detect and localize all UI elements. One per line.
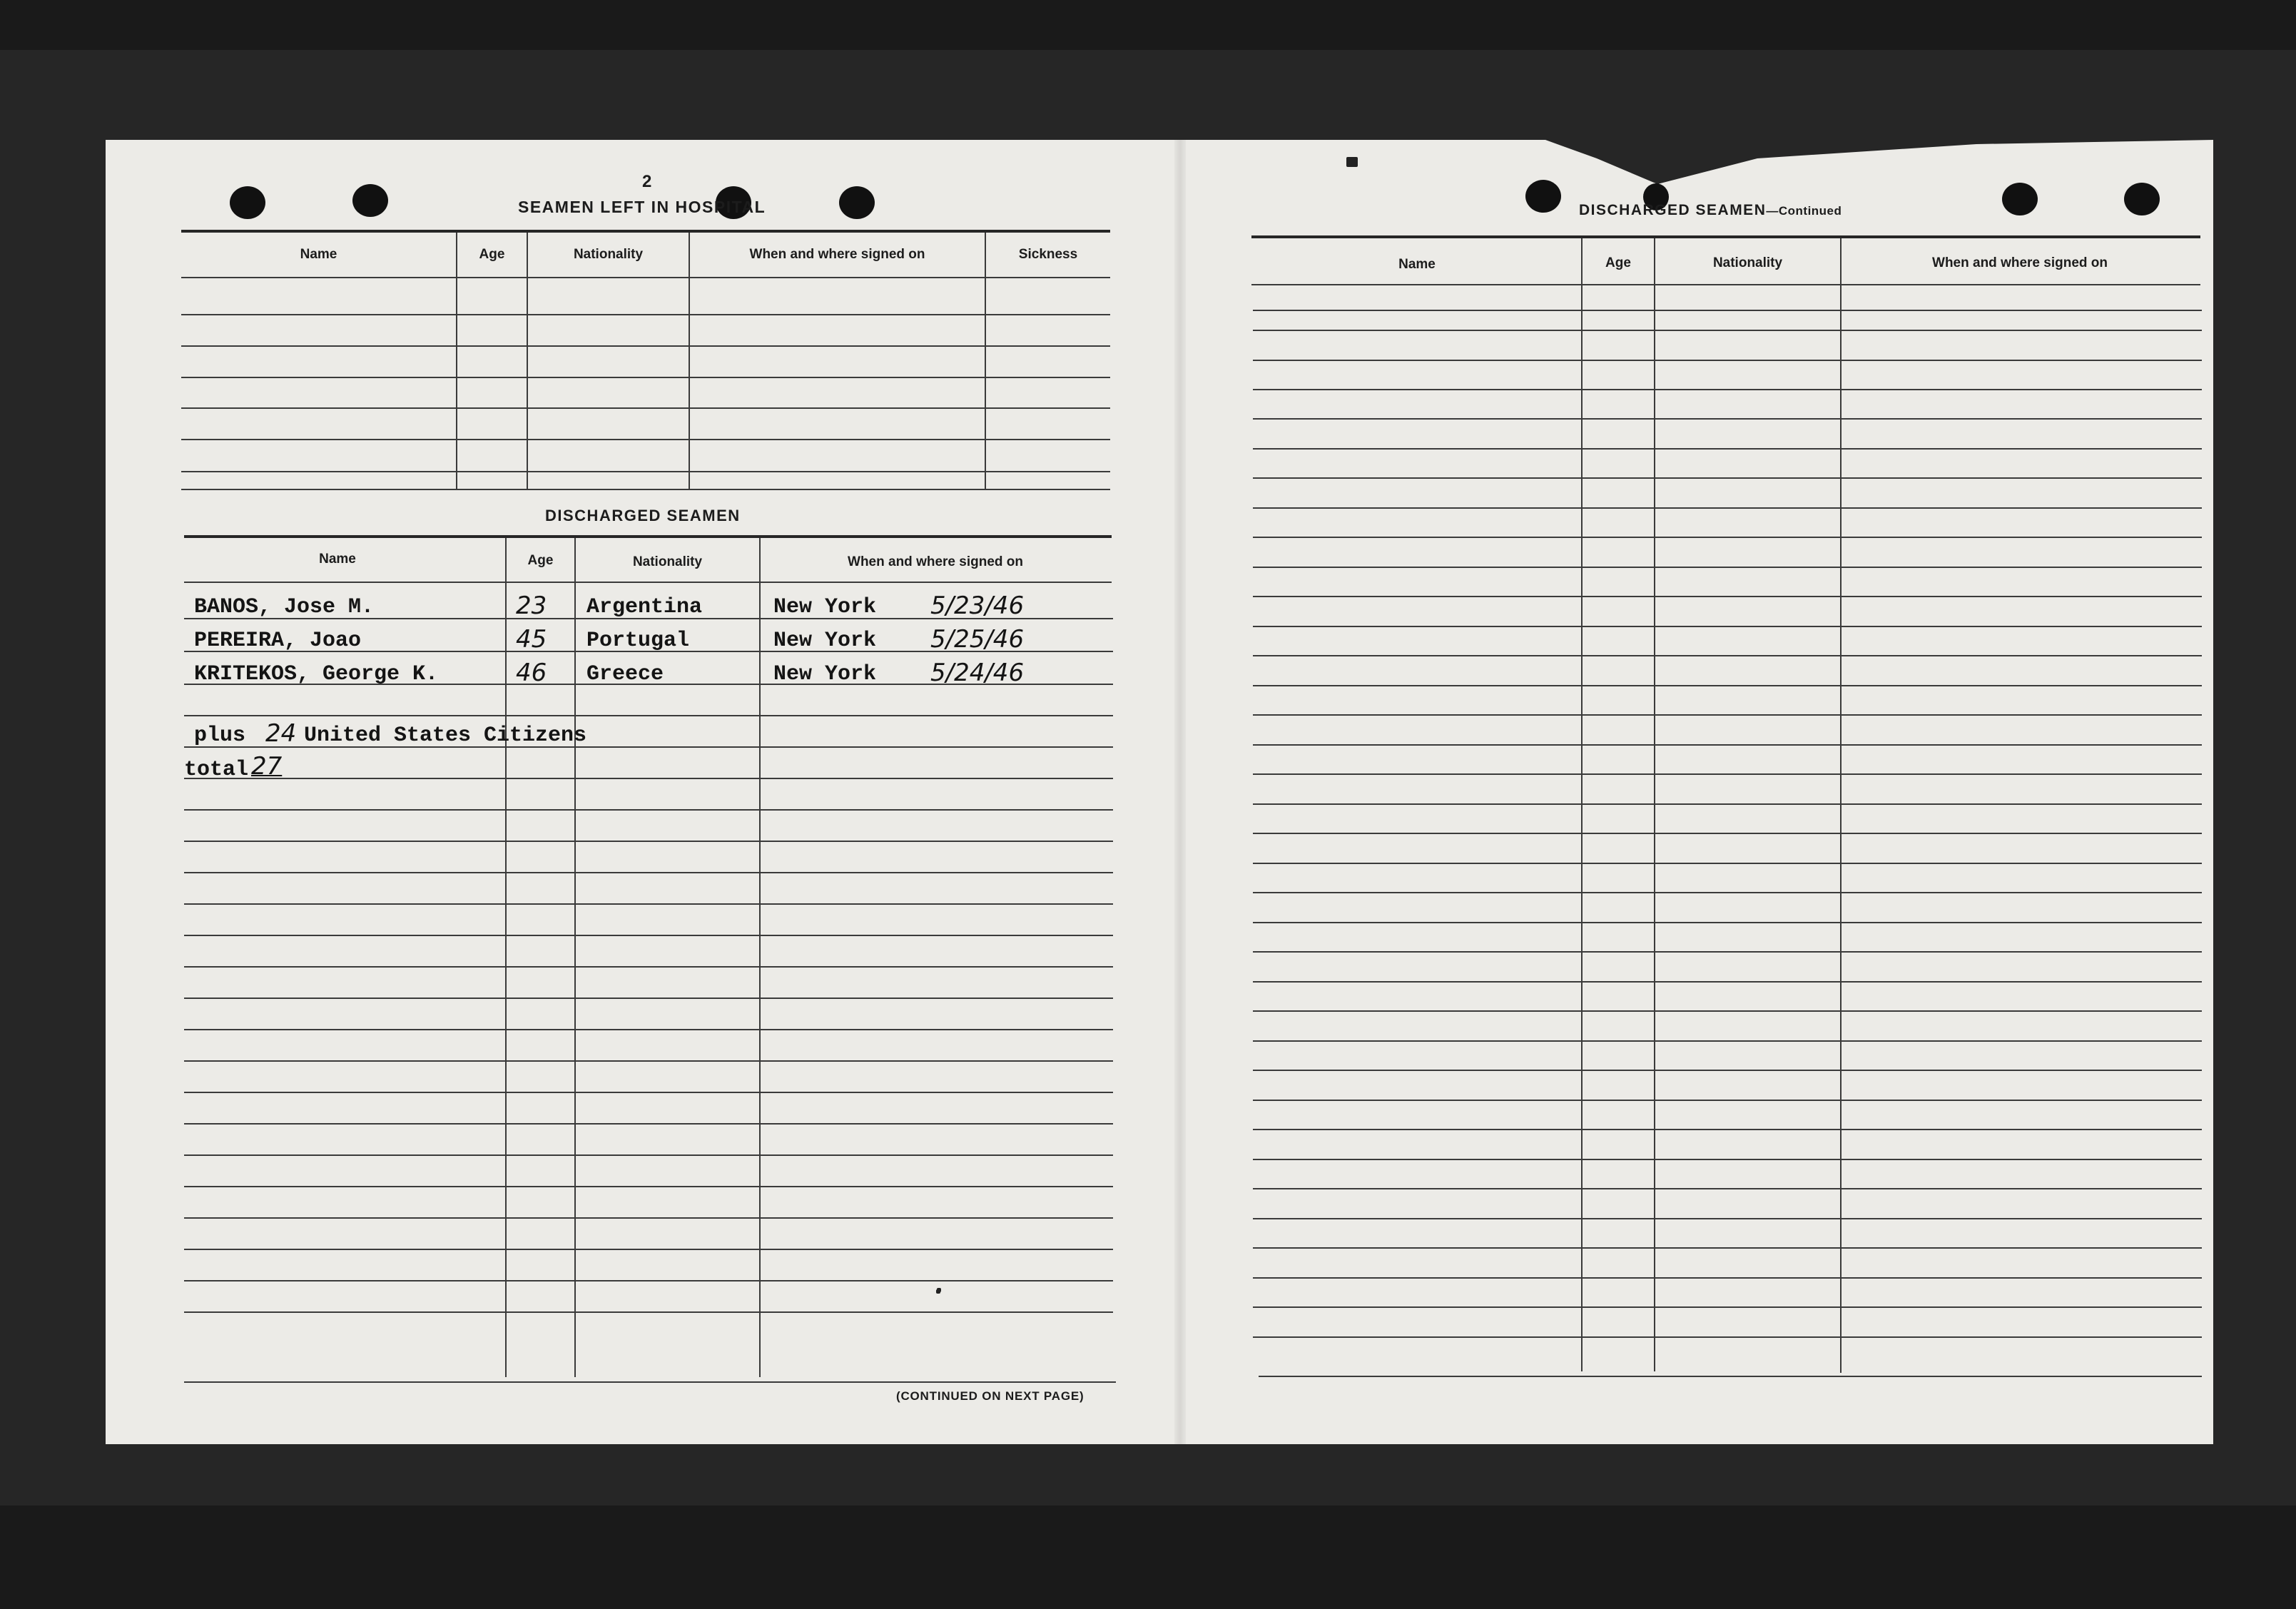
seaman-name: KRITEKOS, George K.	[194, 662, 439, 686]
discharged-col-divider	[574, 538, 576, 1377]
discharged-row-rule	[184, 778, 1113, 779]
right-row-rule	[1253, 1129, 2202, 1130]
right-row-rule	[1253, 360, 2202, 361]
hospital-table-bottom-rule	[181, 489, 1110, 490]
discharged-row-rule	[184, 1029, 1113, 1030]
discharged-row-rule	[184, 1154, 1113, 1156]
hospital-row-rule	[181, 377, 1110, 378]
discharged-row-rule	[184, 935, 1113, 936]
right-row-rule	[1253, 448, 2202, 450]
right-row-rule	[1253, 389, 2202, 390]
punch-hole	[2124, 183, 2160, 215]
right-table-bottom-rule	[1259, 1376, 2202, 1377]
right-row-rule	[1253, 833, 2202, 834]
signed-on-date: 5/24/46	[930, 659, 1025, 687]
right-row-rule	[1253, 1100, 2202, 1101]
seaman-nationality: Argentina	[586, 595, 703, 619]
discharged-row-rule	[184, 715, 1113, 716]
right-row-rule	[1253, 477, 2202, 479]
hospital-col-divider	[527, 233, 528, 489]
plus-count: 24	[265, 719, 297, 748]
right-row-rule	[1253, 1188, 2202, 1189]
signed-on-place: New York	[773, 662, 877, 686]
signed-on-date: 5/23/46	[930, 592, 1025, 620]
right-col-name: Name	[1398, 257, 1436, 272]
signed-on-place: New York	[773, 629, 877, 653]
page-number: 2	[642, 172, 652, 191]
right-row-rule	[1253, 744, 2202, 746]
seaman-age: 46	[516, 659, 547, 687]
right-row-rule	[1253, 892, 2202, 893]
right-row-rule	[1253, 537, 2202, 538]
discharged-col-age: Age	[527, 553, 554, 568]
hospital-row-rule	[181, 439, 1110, 440]
right-col-divider	[1581, 238, 1583, 1371]
hospital-row-rule	[181, 314, 1110, 315]
hospital-table-top-rule	[181, 230, 1110, 233]
right-row-rule	[1253, 507, 2202, 509]
right-row-rule	[1253, 1277, 2202, 1279]
hospital-row-rule	[181, 345, 1110, 347]
right-row-rule	[1253, 567, 2202, 568]
seaman-nationality: Greece	[586, 662, 664, 686]
total-value: 27	[251, 752, 283, 781]
hospital-col-sickness: Sickness	[1018, 247, 1078, 262]
right-col-age: Age	[1605, 255, 1631, 270]
right-row-rule	[1253, 951, 2202, 953]
plus-citizens-label: United States Citizens	[304, 724, 587, 748]
total-label: total	[184, 758, 249, 782]
discharged-col-nationality: Nationality	[632, 554, 703, 569]
seaman-age: 23	[516, 592, 547, 620]
right-row-rule	[1253, 626, 2202, 627]
hospital-col-divider	[689, 233, 690, 489]
hospital-col-nationality: Nationality	[573, 247, 644, 262]
right-col-divider	[1654, 238, 1655, 1371]
discharged-col-signed-on: When and where signed on	[848, 554, 1023, 569]
right-col-divider	[1840, 238, 1842, 1373]
discharged-row-rule	[184, 966, 1113, 968]
right-section-title-main: DISCHARGED SEAMEN	[1579, 202, 1767, 218]
right-row-rule	[1253, 1306, 2202, 1308]
discharged-table-bottom-rule	[184, 1381, 1116, 1383]
right-section-title	[1579, 202, 1842, 219]
right-col-signed-on: When and where signed on	[1932, 255, 2108, 270]
right-row-rule	[1253, 596, 2202, 597]
continued-footer: (CONTINUED ON NEXT PAGE)	[896, 1389, 1084, 1403]
seaman-age: 45	[516, 625, 547, 654]
plus-label: plus	[194, 724, 246, 748]
discharged-row-rule	[184, 1060, 1113, 1062]
signed-on-place: New York	[773, 595, 877, 619]
right-row-rule	[1253, 1010, 2202, 1012]
right-row-rule	[1253, 1070, 2202, 1071]
hospital-header-rule	[181, 277, 1110, 278]
hospital-col-divider	[456, 233, 457, 489]
punch-hole	[2002, 183, 2038, 215]
right-row-rule	[1253, 1218, 2202, 1219]
discharged-row-rule	[184, 1249, 1113, 1250]
right-row-rule	[1253, 330, 2202, 331]
right-header-rule	[1251, 284, 2200, 285]
hospital-col-divider	[985, 233, 986, 489]
punch-hole	[839, 186, 875, 219]
signed-on-date: 5/25/46	[930, 625, 1025, 654]
seaman-name: PEREIRA, Joao	[194, 629, 362, 653]
discharged-header-rule	[184, 582, 1112, 583]
discharged-col-divider	[505, 538, 507, 1377]
right-table-top-rule	[1251, 235, 2200, 238]
right-row-rule	[1253, 863, 2202, 864]
right-row-rule	[1253, 981, 2202, 983]
ink-speck	[1346, 157, 1358, 167]
seaman-nationality: Portugal	[586, 629, 690, 653]
discharged-row-rule	[184, 1123, 1113, 1125]
right-row-rule	[1253, 685, 2202, 686]
seaman-name: BANOS, Jose M.	[194, 595, 375, 619]
right-row-rule	[1253, 418, 2202, 420]
page-fold	[1174, 140, 1186, 1444]
hospital-row-rule	[181, 407, 1110, 409]
punch-hole	[230, 186, 265, 219]
hospital-section-title: SEAMEN LEFT IN HOSPITAL	[518, 198, 766, 216]
right-row-rule	[1253, 922, 2202, 923]
discharged-row-rule	[184, 1311, 1113, 1313]
ink-speck	[937, 1288, 941, 1292]
hospital-col-name: Name	[300, 247, 337, 262]
discharged-row-rule	[184, 1280, 1113, 1281]
discharged-col-name: Name	[319, 552, 356, 567]
hospital-row-rule	[181, 471, 1110, 472]
right-row-rule	[1253, 655, 2202, 656]
discharged-table-top-rule	[184, 535, 1112, 538]
hospital-col-signed-on: When and where signed on	[749, 247, 925, 262]
discharged-row-rule	[184, 998, 1113, 999]
right-row-rule	[1253, 773, 2202, 775]
discharged-col-divider	[759, 538, 761, 1377]
discharged-row-rule	[184, 872, 1113, 873]
punch-hole	[352, 184, 388, 217]
right-row-rule	[1253, 803, 2202, 805]
discharged-section-title: DISCHARGED SEAMEN	[545, 507, 741, 524]
discharged-row-rule	[184, 809, 1113, 811]
right-row-rule	[1253, 714, 2202, 716]
discharged-row-rule	[184, 1092, 1113, 1093]
punch-hole	[1525, 180, 1561, 213]
right-row-rule	[1253, 1247, 2202, 1249]
discharged-row-rule	[184, 903, 1113, 905]
right-section-title-suffix: —Continued	[1766, 204, 1842, 218]
discharged-row-rule	[184, 841, 1113, 842]
scan-bottom-band	[0, 1506, 2296, 1609]
right-col-nationality: Nationality	[1712, 255, 1783, 270]
discharged-row-rule	[184, 1217, 1113, 1219]
scan-top-band	[0, 0, 2296, 50]
right-row-rule	[1253, 1336, 2202, 1338]
right-row-rule	[1253, 1040, 2202, 1042]
hospital-col-age: Age	[479, 247, 505, 262]
discharged-row-rule	[184, 1186, 1113, 1187]
right-row-rule	[1253, 1159, 2202, 1160]
right-row-rule	[1253, 310, 2202, 311]
